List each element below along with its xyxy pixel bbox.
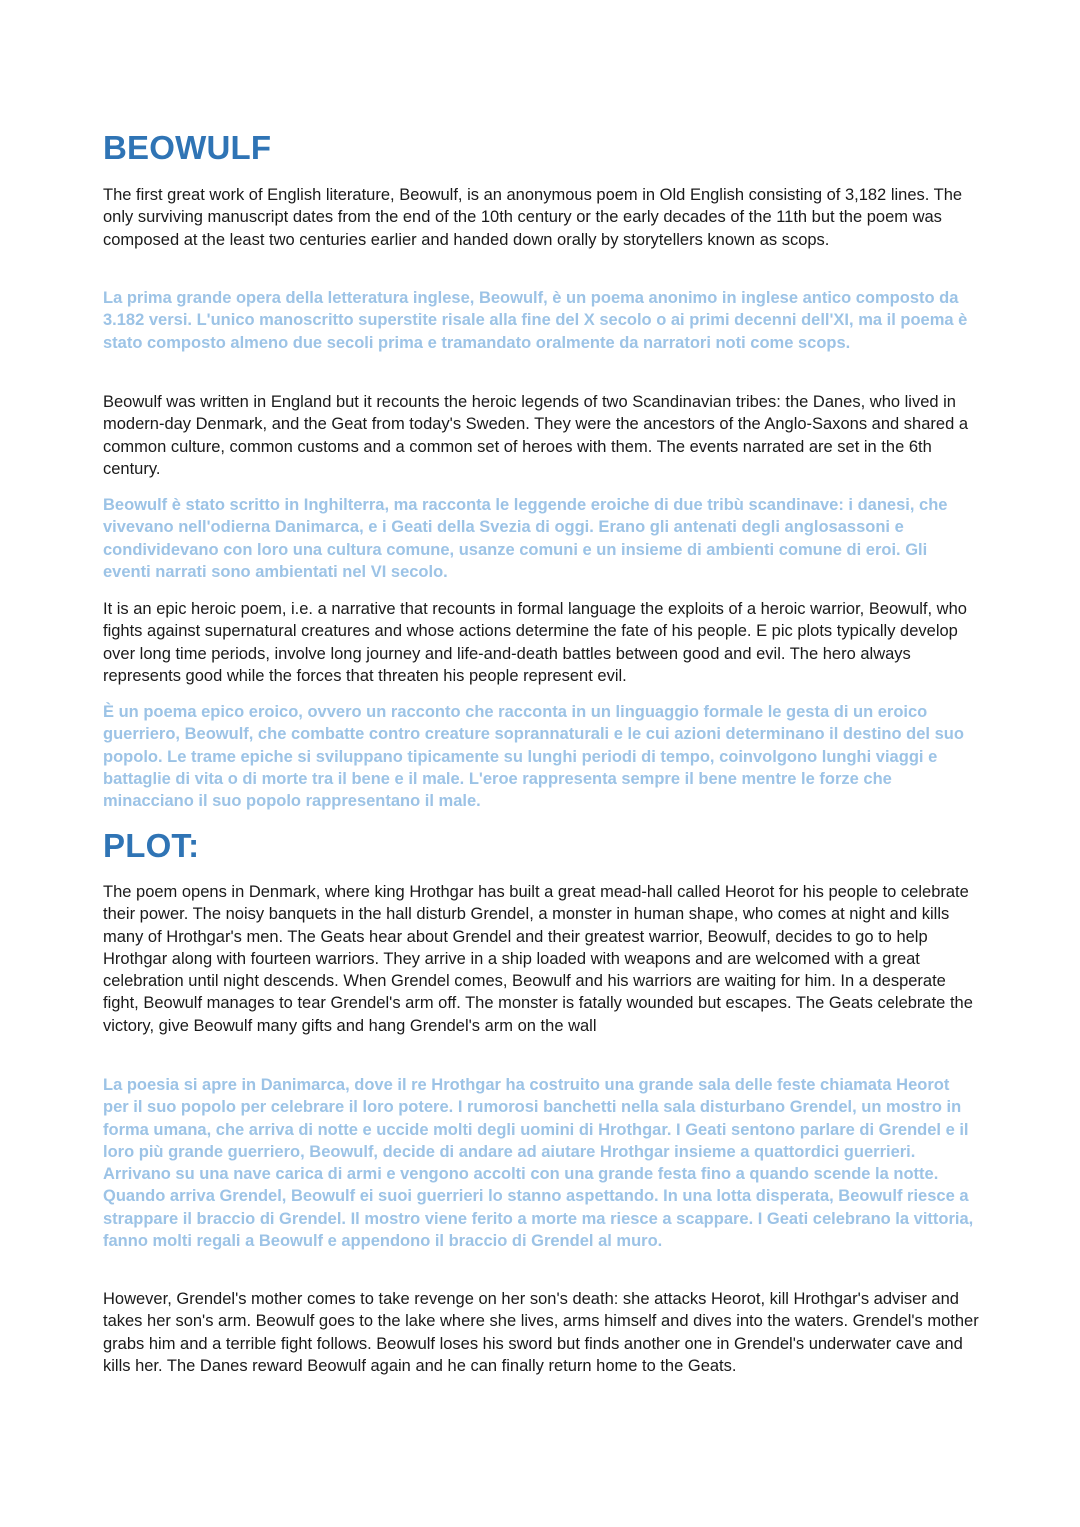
intro-paragraph-it-2: Beowulf è stato scritto in Inghilterra, ma racconta le leggende eroiche di due tribù scandinave: i danesi, che vivevano nell'odierna Danimarca, e i Geati della Svezia di oggi. Erano gli antenati degli anglosassoni e condividevano con loro una cultura comune, usanze comuni e un insieme di ambienti comune di eroi. Gli eventi narrati sono ambientati nel VI secolo. xyxy=(103,496,948,581)
intro-paragraph-it-1: La prima grande opera della letteratura inglese, Beowulf, è un poema anonimo in inglese antico composto da 3.182 versi. L'unico manoscritto superstite risale alla fine del X secolo o ai primi decenni dell'XI, ma il poema è stato composto almeno due secoli prima e tramandato oralmente da narratori noti come scops. xyxy=(103,289,968,352)
intro-paragraph-en-1: The first great work of English literature, Beowulf, is an anonymous poem in Old English consisting of 3,182 lines. The only surviving manuscript dates from the end of the 10th century or the early decades of the 11th but the poem was composed at the least two centuries earlier and handed down orally by storytellers known as scops. xyxy=(103,186,963,249)
intro-paragraph-en-2: Beowulf was written in England but it recounts the heroic legends of two Scandinavian tribes: the Danes, who lived in modern-day Denmark, and the Geat from today's Sweden. They were the ancestors of the Anglo-Saxons and shared a common culture, common customs and a common set of heroes with them. The events narrated are set in the 6th century. xyxy=(103,393,969,478)
plot-heading: PLOT: xyxy=(103,827,200,864)
plot-paragraph-en-1: The poem opens in Denmark, where king Hrothgar has built a great mead-hall called Heorot for his people to celebrate their power. The noisy banquets in the hall disturb Grendel, a monster in human shape, who comes at night and kills many of Hrothgar's men. The Geats hear about Grendel and their greatest warrior, Beowulf, decides to go to help Hrothgar along with fourteen warriors. They arrive in a ship loaded with weapons and are welcomed with a great celebration until night descends. When Grendel comes, Beowulf and his warriors are waiting for him. In a desperate fight, Beowulf manages to tear Grendel's arm off. The monster is fatally wounded but escapes. The Geats celebrate the victory, give Beowulf many gifts and hang Grendel's arm on the wall xyxy=(103,883,973,1035)
intro-paragraph-en-3: It is an epic heroic poem, i.e. a narrative that recounts in formal language the exploits of a heroic warrior, Beowulf, who fights against supernatural creatures and whose actions determine the fate of his people. E pic plots typically develop over long time periods, involve long journey and life-and-death battles between good and evil. The hero always represents good while the forces that threaten his people represent evil. xyxy=(103,600,967,685)
document-title: BEOWULF xyxy=(103,129,272,166)
plot-paragraph-en-2: However, Grendel's mother comes to take revenge on her son's death: she attacks Heorot, kill Hrothgar's adviser and takes her son's arm. Beowulf goes to the lake where she lives, arms himself and dives into the waters. Grendel's mother grabs him and a terrible fight follows. Beowulf loses his sword but finds another one in Grendel's underwater cave and kills her. The Danes reward Beowulf again and he can finally return home to the Geats. xyxy=(103,1290,979,1375)
plot-paragraph-it-1: La poesia si apre in Danimarca, dove il re Hrothgar ha costruito una grande sala delle feste chiamata Heorot per il suo popolo per celebrare il loro potere. I rumorosi banchetti nella sala disturbano Grendel, un mostro in forma umana, che arriva di notte e uccide molti degli uomini di Hrothgar. I Geati sentono parlare di Grendel e il loro più grande guerriero, Beowulf, decide di andare ad aiutare Hrothgar insieme a quattordici guerrieri. Arrivano su una nave carica di armi e vengono accolti con una grande festa fino a quando scende la notte. Quando arriva Grendel, Beowulf ei suoi guerrieri lo stanno aspettando. In una lotta disperata, Beowulf riesce a strappare il braccio di Grendel. Il mostro viene ferito a morte ma riesce a scappare. I Geati celebrano la vittoria, fanno molti regali a Beowulf e appendono il braccio di Grendel al muro. xyxy=(103,1076,974,1251)
intro-paragraph-it-3: È un poema epico eroico, ovvero un racconto che racconta in un linguaggio formale le gesta di un eroico guerriero, Beowulf, che combatte contro creature soprannaturali e le cui azioni determinano il destino del suo popolo. Le trame epiche si sviluppano tipicamente su lunghi periodi di tempo, coinvolgono lunghi viaggi e battaglie di vita o di morte tra il bene e il male. L'eroe rappresenta sempre il bene mentre le forze che minacciano il suo popolo rappresentano il male. xyxy=(103,703,964,811)
